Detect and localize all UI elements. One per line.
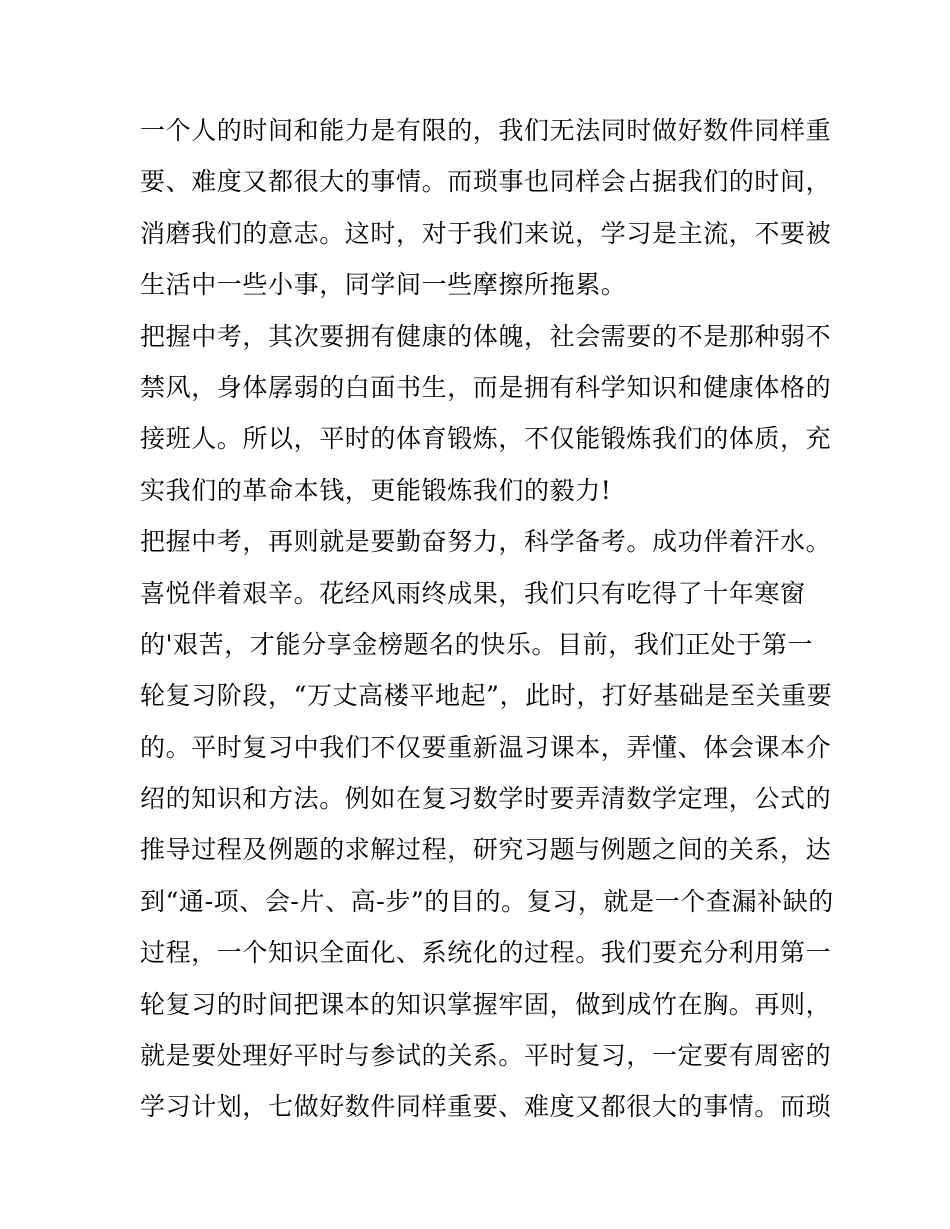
text-line: 把握中考，其次要拥有健康的体魄，社会需要的不是那种弱不 xyxy=(140,321,832,351)
text-line: 禁风，身体孱弱的白面书生，而是拥有科学知识和健康体格的 xyxy=(140,372,832,402)
text-line: 要、难度又都很大的事情。而琐事也同样会占据我们的时间， xyxy=(140,167,832,197)
text-line: 过程，一个知识全面化、系统化的过程。我们要充分利用第一 xyxy=(140,938,832,968)
text-line: 推导过程及例题的求解过程，研究习题与例题之间的关系，达 xyxy=(140,835,832,865)
text-line: 消磨我们的意志。这时，对于我们来说，学习是主流，不要被 xyxy=(140,218,832,248)
text-line: 学习计划，七做好数件同样重要、难度又都很大的事情。而琐 xyxy=(140,1092,832,1122)
text-line: 把握中考，再则就是要勤奋努力，科学备考。成功伴着汗水。 xyxy=(140,527,832,557)
text-line: 到“通-项、会-片、高-步”的目的。复习，就是一个查漏补缺的 xyxy=(140,886,834,916)
body-text xyxy=(140,108,834,1136)
text-line: 生活中一些小事，同学间一些摩擦所拖累。 xyxy=(140,270,627,300)
text-line: 绍的知识和方法。例如在复习数学时要弄清数学定理，公式的 xyxy=(140,784,832,814)
text-line: 的。平时复习中我们不仅要重新温习课本，弄懂、体会课本介 xyxy=(140,732,832,762)
text-line: 喜悦伴着艰辛。花经风雨终成果，我们只有吃得了十年寒窗 xyxy=(140,578,806,608)
text-line: 的'艰苦，才能分享金榜题名的快乐。目前，我们正处于第一 xyxy=(140,629,814,659)
text-line: 实我们的革命本钱，更能锻炼我们的毅力! xyxy=(140,475,612,505)
text-line: 轮复习的时间把课本的知识掌握牢固，做到成竹在胸。再则， xyxy=(140,989,832,1019)
text-line: 就是要处理好平时与参试的关系。平时复习，一定要有周密的 xyxy=(140,1041,832,1071)
text-line: 轮复习阶段，“万丈高楼平地起”，此时，打好基础是至关重要 xyxy=(140,681,833,711)
text-line: 接班人。所以，平时的体育锻炼，不仅能锻炼我们的体质，充 xyxy=(140,424,832,454)
text-line: 一个人的时间和能力是有限的，我们无法同时做好数件同样重 xyxy=(140,116,832,145)
